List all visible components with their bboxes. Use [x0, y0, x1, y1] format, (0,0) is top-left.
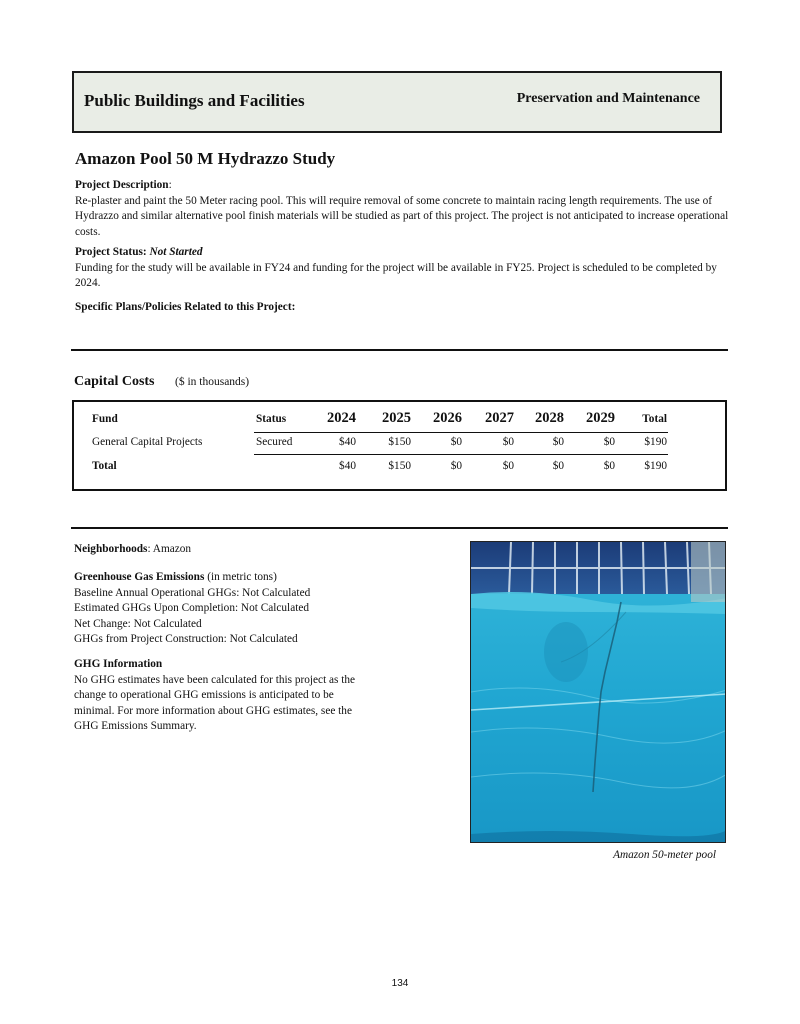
ghg-info-label: GHG Information — [74, 658, 163, 670]
project-status: Project Status: Not Started Funding for the study will be available in FY24 and funding for the project will be available in FY25. Project is scheduled to be completed by 2024. — [75, 246, 717, 289]
description-text: Re-plaster and paint the 50 Meter racing pool. This will require removal of some concrete to maintain racing length requirements. The use of Hydrazzo and similar alternative pool finish materials will be studied as part of this project. The project is not anticipated to increase operational costs. — [75, 194, 729, 238]
total-value: $0 — [603, 460, 615, 472]
capital-costs-subtitle: ($ in thousands) — [175, 376, 250, 388]
ghg-line: Baseline Annual Operational GHGs: Not Calculated — [74, 586, 311, 599]
ghg-line: Net Change: Not Calculated — [74, 617, 202, 630]
row-value: $0 — [502, 436, 514, 448]
capital-costs-table — [72, 400, 727, 491]
description-label: Project Description — [75, 179, 169, 191]
col-header-year: 2028 — [535, 410, 564, 426]
grand-total: $190 — [644, 460, 667, 472]
divider — [71, 527, 728, 529]
total-value: $40 — [339, 460, 356, 472]
header-rule — [254, 432, 668, 433]
project-description: Project Description: Re-plaster and paint the 50 Meter racing pool. This will require removal of some concrete to maintain racing length requirements. The use of Hydrazzo and similar alternative pool finish materials will be studied as part of this project. The project is not anticipated to increase operational costs. — [75, 179, 729, 238]
row-rule — [254, 454, 668, 455]
row-value: $150 — [388, 436, 411, 448]
ghg-label: Greenhouse Gas Emissions — [74, 571, 205, 583]
subcategory-title: Preservation and Maintenance — [516, 91, 700, 106]
row-value: $0 — [603, 436, 615, 448]
total-label: Total — [92, 460, 117, 472]
col-header-year: 2027 — [485, 410, 514, 426]
col-header-status: Status — [256, 413, 287, 425]
fund-name: General Capital Projects — [92, 436, 203, 448]
capital-costs-title: Capital Costs — [74, 374, 155, 389]
neighborhoods: Neighborhoods: Amazon — [74, 543, 192, 555]
fund-status: Secured — [256, 436, 293, 448]
ghg-line: GHGs from Project Construction: Not Calculated — [74, 633, 298, 645]
col-header-total: Total — [642, 413, 667, 425]
category-title: Public Buildings and Facilities — [84, 91, 305, 110]
col-header-fund: Fund — [92, 413, 118, 425]
row-value: $40 — [339, 436, 356, 448]
col-header-year: 2029 — [586, 410, 615, 426]
ghg-emissions — [74, 570, 374, 648]
col-header-year: 2024 — [327, 410, 356, 426]
plans-label: Specific Plans/Policies Related to this Project: — [75, 301, 296, 313]
project-title: Amazon Pool 50 M Hydrazzo Study — [75, 149, 336, 168]
page-number: 134 — [391, 978, 409, 989]
row-value: $0 — [450, 436, 462, 448]
ghg-line: Estimated GHGs Upon Completion: Not Calculated — [74, 602, 310, 614]
status-value: Not Started — [149, 246, 203, 258]
row-value: $0 — [552, 436, 564, 448]
ghg-unit: (in metric tons) — [207, 571, 277, 583]
status-text: Funding for the study will be available in FY24 and funding for the project will be available in FY25. Project is scheduled to be completed by 2024. — [75, 261, 717, 289]
neighborhoods-value: Amazon — [152, 543, 192, 555]
pool-photo — [470, 541, 726, 843]
status-label: Project Status — [75, 246, 143, 258]
divider — [71, 349, 728, 351]
total-value: $0 — [502, 460, 514, 472]
section-header — [72, 71, 722, 133]
col-header-year: 2025 — [382, 410, 411, 426]
total-value: $150 — [388, 460, 411, 472]
photo-caption: Amazon 50-meter pool — [613, 849, 716, 861]
ghg-information — [74, 657, 364, 735]
plans-policies — [75, 300, 730, 316]
neighborhoods-label: Neighborhoods — [74, 543, 148, 555]
total-value: $0 — [450, 460, 462, 472]
ghg-info-text: No GHG estimates have been calculated for this project as the change to operational GHG emissions is anticipated to be minimal. For more information about GHG estimates, see the GHG Emissions Summary. — [74, 673, 356, 732]
col-header-year: 2026 — [433, 410, 462, 426]
total-value: $0 — [552, 460, 564, 472]
row-total: $190 — [644, 436, 667, 448]
